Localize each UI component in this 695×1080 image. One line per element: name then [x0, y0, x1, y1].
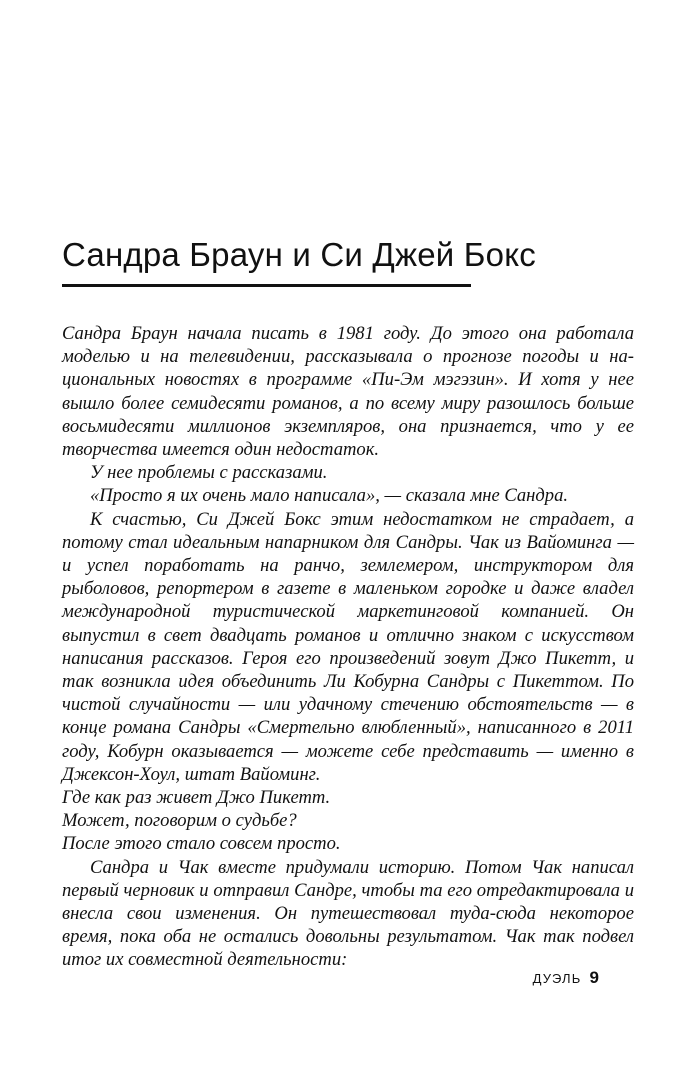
paragraph: К счастью, Си Джей Бокс этим недостатком не страдает, а потому стал идеальным напарником для Сандры. Чак из Вайоминга — и успел поработать на ранчо, землемером, инструктором для рыболовов, репортером в газете в маленьком городке и даже владел международной туристической маркетинговой компанией. Он выпустил в свет двадцать романов и отлично знаком с искусством написания рассказов. Героя его произведений зовут Джо Пикетт, и так возникла идея объединить Ли Кобурна Сандры с Пикеттом. По чистой случайности — или удачному стечению обстоятельств — в конце романа Сандры «Смертельно влюбленный», написанного в 2011 году, Кобурн оказывается — можете себе представить — именно в Джексон-Хоул, штат Вайоминг.	[62, 508, 634, 785]
paragraph-quote: «Просто я их очень мало написала», — сказала мне Сандра.	[90, 485, 569, 507]
paragraph: После этого стало совсем просто.	[62, 833, 341, 855]
paragraph: У нее проблемы с рассказами.	[90, 462, 328, 484]
title-underline-rule	[62, 284, 471, 287]
paragraph: Сандра и Чак вместе придумали историю. Потом Чак написал первый черновик и отправил Сандре, чтобы та его отредактировала и внесла свои изменения. Он путешествовал туда-сюда некоторое время, пока оба не остались довольны результатом. Чак так подвел итог их совместной деятельности:	[62, 856, 634, 971]
page-footer	[533, 968, 599, 988]
paragraph: Где как раз живет Джо Пикетт.	[62, 787, 331, 809]
paragraph-intro: Сандра Браун начала писать в 1981 году. До этого она работала моделью и на телевидении, рассказывала о прогнозе погоды и национальных новостях в программе «Пи-Эм мэгэзин». И хотя у нее вышло более семидесяти романов, а по всему миру разошлось больше восьмидесяти миллионов экземпляров, она признается, что у ее творчества имеется один недостаток.	[62, 323, 634, 461]
running-head: ДУЭЛЬ	[532, 971, 582, 986]
body-text	[62, 322, 634, 972]
page-number: 9	[589, 968, 599, 987]
chapter-title: Сандра Браун и Си Джей Бокс	[62, 236, 536, 273]
paragraph: Может, поговорим о судьбе?	[62, 810, 297, 832]
